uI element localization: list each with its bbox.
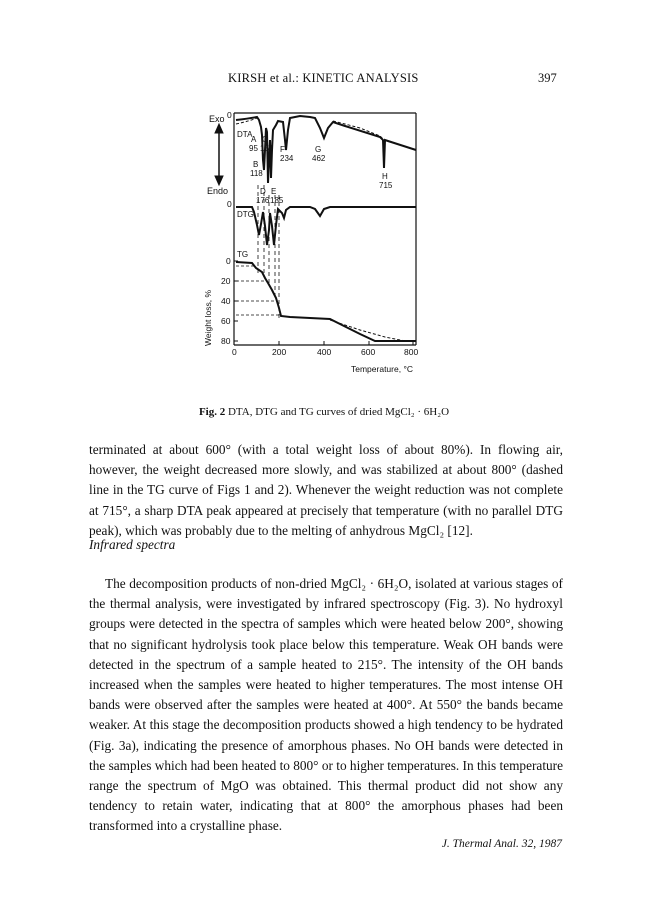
peak-d-temp: 176 [256, 196, 270, 205]
peak-h-letter: H [382, 172, 388, 181]
peak-h-temp: 715 [379, 181, 393, 190]
peak-c-temp: 150 [260, 144, 274, 153]
paragraph-2: The decomposition products of non-dried MgCl₂ · 6H₂O, isolated at various stages of the thermal analysis, were investigated by infrared spectroscopy (Fig. 3). No hydroxyl groups were detected in the spectra of samples which were heated below 200°, showing that no significant hydrolysis took place below this temperature. Weak OH bands were detected in the spectrum of a sample heated to 215°. The intensity of the OH bands increased when the samples were heated to higher temperatures. The most intense OH bands were observed after the samples were heated at 400°. At 550° the bands became weaker. At this stage the decomposition products showed a high tendency to be hydrated (Fig. 3a), indicating the presence of amorphous phases. No OH bands were detected in the samples which had been heated to 800° or to higher temperatures. In this temperature range the spectrum of MgO was obtained. This thermal product did not show any tendency to retain water, indicating that at 800° the amorphous phases had been transformed into a crystalline phase. [89, 576, 563, 834]
y-tick-80: 80 [221, 336, 231, 346]
peak-e-letter: E [271, 187, 277, 196]
journal-footer: J. Thermal Anal. 32, 1987 [441, 838, 562, 850]
section-heading: Infrared spectra [89, 537, 176, 552]
caption-label: Fig. 2 [198, 406, 226, 418]
caption-text: DTA, DTG and TG curves of dried MgCl₂ · 6H₂O [227, 406, 450, 418]
peak-b-temp: 118 [250, 169, 263, 178]
peak-g-temp: 462 [312, 154, 326, 163]
x-tick-600: 600 [361, 347, 376, 357]
x-tick-400: 400 [317, 347, 332, 357]
peak-g-letter: G [315, 145, 322, 154]
page-header [0, 71, 648, 89]
peak-a-temp: 95 [249, 144, 258, 153]
paragraph-1: terminated at about 600° (with a total weight loss of about 80%). In flowing air, however, the weight decreased more slowly, and was stabilized at about 800° (dashed line in the TG curve of Figs 1 and 2). Whenever the weight reduction was not complete at 715°, a sharp DTA peak appeared at precisely that temperature (with no parallel DTG peak), which was probably due to the melting of anhydrous MgCl₂ [12]. [89, 442, 563, 538]
tg-curve [236, 262, 416, 341]
peak-a-letter: A [251, 135, 257, 144]
dtg-zero-label: 0 [227, 199, 232, 209]
endo-label: Endo [207, 186, 229, 196]
paragraph-infrared [89, 574, 563, 837]
y-tick-60: 60 [221, 316, 231, 326]
y-tick-20: 20 [221, 276, 231, 286]
x-tick-800: 800 [404, 347, 419, 357]
thermal-analysis-figure [0, 100, 648, 400]
y-axis-label: Weight loss, % [203, 289, 213, 346]
peak-b-letter: B [253, 160, 259, 169]
y-tick-labels [221, 256, 231, 346]
x-tick-200: 200 [272, 347, 287, 357]
tg-dashed-curve [330, 320, 416, 341]
dtg-label: DTG [237, 210, 254, 219]
exo-label: Exo [209, 114, 225, 124]
x-axis-label: Temperature, °C [351, 364, 413, 374]
peak-c-letter: C [262, 135, 268, 144]
peak-e-temp: 185 [270, 196, 284, 205]
tg-label: TG [237, 250, 249, 259]
y-tick-40: 40 [221, 296, 231, 306]
peak-f-temp: 234 [280, 154, 294, 163]
x-tick-0: 0 [232, 347, 237, 357]
running-title: KIRSH et al.: KINETIC ANALYSIS [228, 71, 419, 85]
paragraph-continuation [89, 440, 563, 541]
page-number: 397 [538, 71, 557, 85]
y-tick-0: 0 [226, 256, 231, 266]
dtg-curve [236, 207, 416, 245]
x-tick-labels [232, 347, 418, 357]
tg-reference-lines [236, 266, 280, 315]
dta-zero-label: 0 [227, 110, 232, 120]
dta-label: DTA [237, 130, 253, 139]
peak-labels [237, 130, 393, 205]
exo-endo-arrow [215, 124, 223, 185]
figure-caption [0, 406, 648, 418]
peak-d-letter: D [260, 187, 266, 196]
peak-f-letter: F [280, 145, 285, 154]
